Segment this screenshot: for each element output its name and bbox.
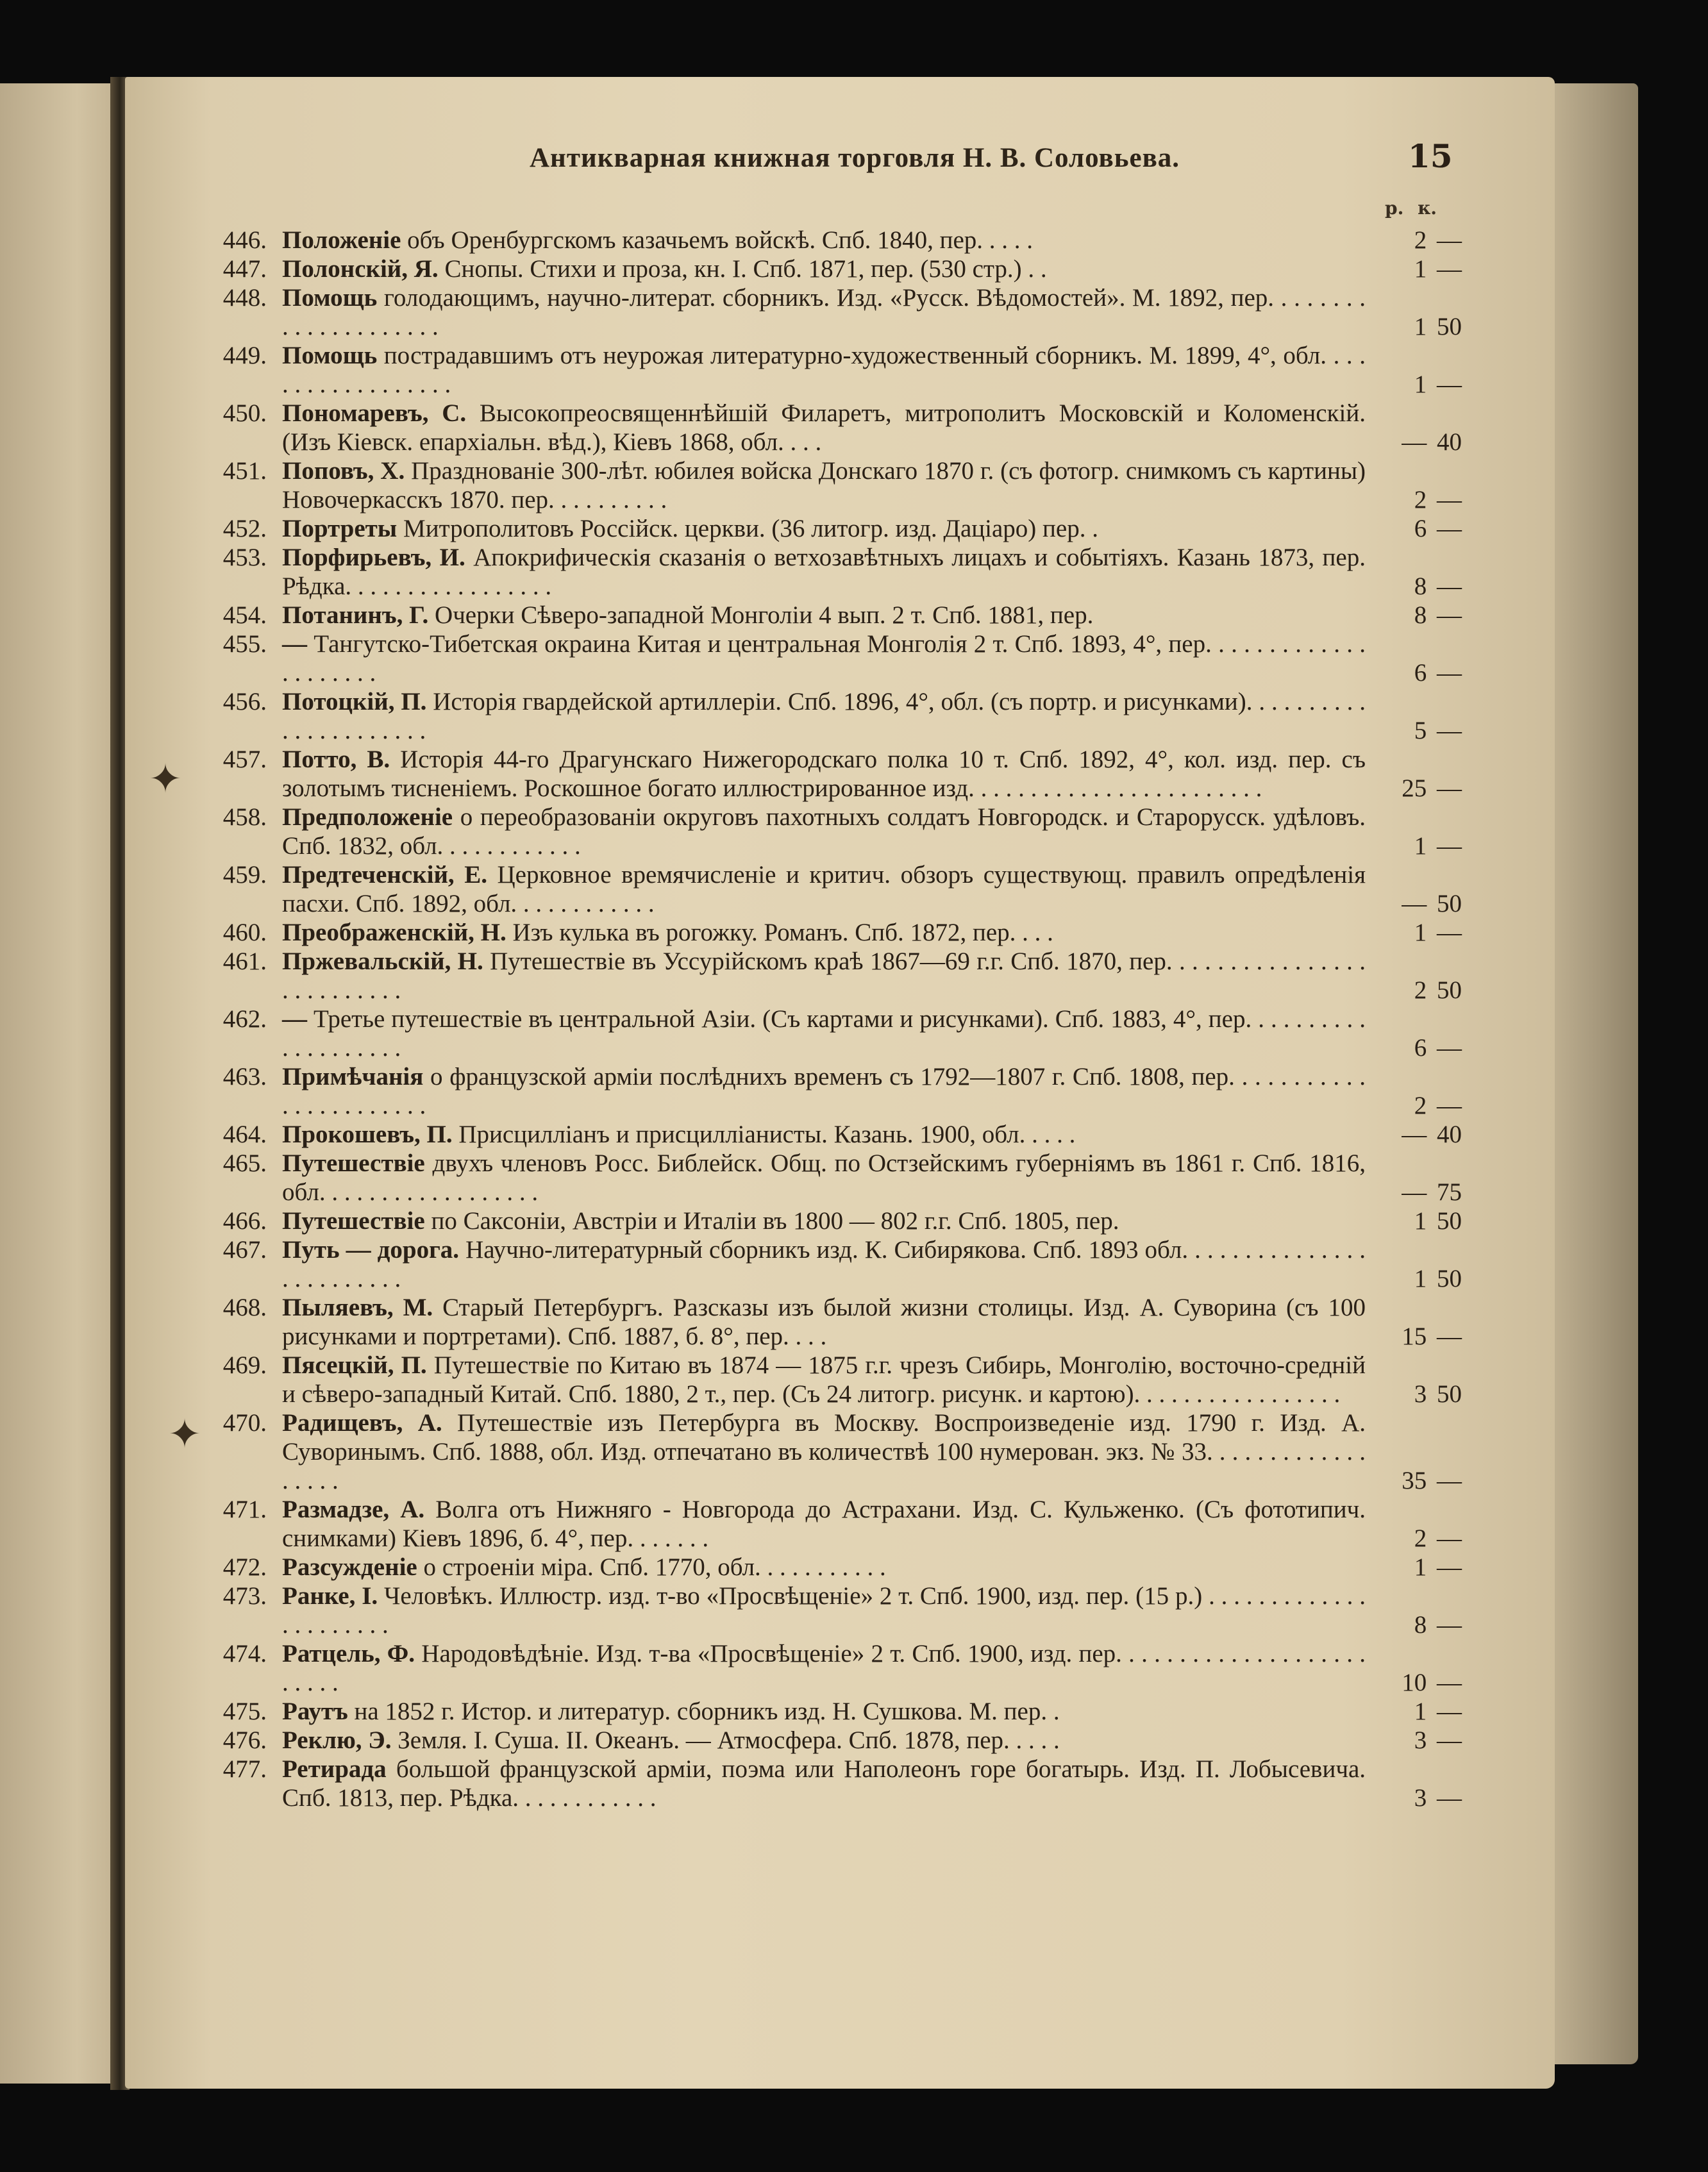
entry-number: 474.	[222, 1640, 267, 1667]
entry-text	[282, 1062, 1366, 1120]
entry-number: 458.	[222, 803, 267, 831]
entry-text	[282, 1582, 1366, 1639]
entry-description: Присцилліанъ и присцилліанисты. Казань. 1900, обл. . . . .	[458, 1121, 1076, 1148]
catalog-entry	[222, 1697, 1462, 1726]
entry-description: Путешествіе въ Уссурійскомъ краѣ 1867—69 г.г. Спб. 1870, пер. . . . . . . . . . . . . . . . . . . . . . . . . .	[282, 948, 1366, 1004]
entry-number: 447.	[222, 255, 267, 283]
entry-description: Митрополитовъ Россійск. церкви. (36 литогр. изд. Даціаро) пер. .	[403, 515, 1098, 542]
entry-description: Старый Петербургъ. Разсказы изъ былой жизни столицы. Изд. А. Суворина (съ 100 рисунками и портретами). Спб. 1887, б. 8°, пер. . . .	[282, 1294, 1366, 1350]
catalog-entry	[222, 601, 1462, 630]
entry-number: 448.	[222, 284, 267, 312]
entry-text	[282, 399, 1366, 456]
entry-price: 3 —	[1414, 1726, 1462, 1754]
catalog-entry	[222, 1120, 1462, 1149]
entry-author: Помощь	[282, 342, 378, 369]
entry-price: 6 —	[1414, 659, 1462, 687]
entry-author: Положеніе	[282, 226, 401, 254]
entry-text	[282, 1495, 1366, 1553]
catalog-entry	[222, 1495, 1462, 1553]
entry-price: 2 —	[1414, 226, 1462, 254]
entry-text	[282, 1553, 1366, 1582]
entry-author: Пржевальскій, Н.	[282, 948, 483, 975]
entry-description: объ Оренбургскомъ казачьемъ войскѣ. Спб. 1840, пер. . . . .	[407, 226, 1034, 254]
entry-description: Путешествіе изъ Петербурга въ Москву. Воспроизведеніе изд. 1790 г. Изд. А. Суворинымъ. Спб. 1888, обл. Изд. отпечатано въ количествѣ 100 нумерован. экз. № 33. . . . . . . . . . . . . . . . . .	[282, 1409, 1366, 1494]
page-edges	[1552, 83, 1638, 2064]
entry-price: 15 —	[1402, 1323, 1462, 1350]
catalog-entry	[222, 543, 1462, 601]
entry-number: 466.	[222, 1207, 267, 1235]
entry-number: 461.	[222, 948, 267, 975]
catalog-entry	[222, 1207, 1462, 1235]
catalog-entry	[222, 1235, 1462, 1293]
entry-price: 6 —	[1414, 1034, 1462, 1062]
entry-number: 475.	[222, 1698, 267, 1725]
entry-text	[282, 1120, 1366, 1149]
entry-number: 454.	[222, 601, 267, 629]
entry-number: 446.	[222, 226, 267, 254]
entry-description: пострадавшимъ отъ неурожая литературно-художественный сборникъ. М. 1899, 4°, обл. . . . . . . . . . . . . . . . . .	[282, 342, 1366, 398]
page-number: 15	[1408, 137, 1453, 175]
entry-description: Народовѣдѣніе. Изд. т-ва «Просвѣщеніе» 2 т. Спб. 1900, изд. пер. . . . . . . . . . . . . . . . . . . . . . . . .	[282, 1640, 1366, 1696]
entry-text	[282, 1755, 1366, 1812]
catalog-entry	[222, 255, 1462, 283]
entry-author: Порфирьевъ, И.	[282, 544, 465, 571]
entry-price: 1 —	[1414, 371, 1462, 398]
binding-hole-mark: ✦	[149, 755, 182, 802]
catalog-entry	[222, 226, 1462, 255]
entry-price: 1 50	[1414, 1265, 1462, 1292]
entry-text	[282, 1207, 1366, 1235]
entry-description: Тангутско-Тибетская окраина Китая и центральная Монголія 2 т. Спб. 1893, 4°, пер. . . . . . . . . . . . . . . . . . . . .	[282, 630, 1366, 687]
entry-description: Очерки Сѣверо-западной Монголіи 4 вып. 2 т. Спб. 1881, пер.	[435, 601, 1094, 629]
entry-price: 5 —	[1414, 717, 1462, 744]
entry-text	[282, 226, 1366, 255]
entry-price: 1 —	[1414, 832, 1462, 860]
entry-price: 2 —	[1414, 486, 1462, 514]
catalog-entry	[222, 745, 1462, 803]
catalog-entry	[222, 341, 1462, 399]
entry-number: 459.	[222, 861, 267, 889]
entry-description: большой французской арміи, поэма или Наполеонъ горе богатырь. Изд. П. Лобысевича. Спб. 1813, пер. Рѣдка. . . . . . . . . . . .	[282, 1755, 1366, 1812]
entry-text	[282, 1149, 1366, 1207]
entry-author: Разсужденіе	[282, 1553, 417, 1581]
catalog-entry	[222, 514, 1462, 543]
entry-text	[282, 1726, 1366, 1755]
entry-description: о французской арміи послѣднихъ временъ съ 1792—1807 г. Спб. 1808, пер. . . . . . . . . . . . . . . . . . . . . . .	[282, 1063, 1366, 1119]
entry-text	[282, 1005, 1366, 1062]
entry-author: Реклю, Э.	[282, 1726, 392, 1754]
entry-text	[282, 1351, 1366, 1408]
entry-text	[282, 687, 1366, 745]
entry-author: Путешествіе	[282, 1207, 425, 1235]
entry-price: — 75	[1402, 1178, 1462, 1206]
entry-description: Волга отъ Нижняго - Новгорода до Астрахани. Изд. С. Кульженко. (Съ фототипич. снимками) Кіевъ 1896, б. 4°, пер. . . . . . .	[282, 1496, 1366, 1552]
catalog-entry	[222, 1553, 1462, 1582]
catalog-entry	[222, 860, 1462, 918]
catalog-entry	[222, 1005, 1462, 1062]
entry-price: 1 —	[1414, 255, 1462, 283]
entry-price: 1 —	[1414, 1553, 1462, 1581]
entry-text	[282, 1293, 1366, 1351]
entry-description: Исторія 44-го Драгунскаго Нижегородскаго полка 10 т. Спб. 1892, 4°, кол. изд. пер. съ золотымъ тисненіемъ. Роскошное богато иллюстрированное изд. . . . . . . . . . . . . . . . . . . . . . . .	[282, 746, 1366, 802]
entry-number: 467.	[222, 1236, 267, 1264]
entry-number: 476.	[222, 1726, 267, 1754]
entry-description: Празднованіе 300-лѣт. юбилея войска Донскаго 1870 г. (съ фотогр. снимкомъ съ картины) Новочеркасскъ 1870. пер. . . . . . . . . .	[282, 457, 1366, 514]
entry-text	[282, 630, 1366, 687]
entry-text	[282, 255, 1366, 283]
entry-description: голодающимъ, научно-литерат. сборникъ. Изд. «Русск. Вѣдомостей». М. 1892, пер. . . . . . . . . . . . . . . . . . . . .	[282, 284, 1366, 340]
entry-author: Потоцкій, П.	[282, 688, 427, 715]
entry-description: Третье путешествіе въ центральной Азіи. (Съ картами и рисунками). Спб. 1883, 4°, пер. . . . . . . . . . . . . . . . . . . .	[282, 1005, 1366, 1062]
entry-number: 451.	[222, 457, 267, 485]
entry-author: Потанинъ, Г.	[282, 601, 429, 629]
entry-price: 8 —	[1414, 1611, 1462, 1639]
entry-text	[282, 947, 1366, 1005]
entry-author: Раутъ	[282, 1698, 348, 1725]
entry-author: Примѣчанія	[282, 1063, 424, 1090]
facing-page	[0, 83, 128, 2084]
entry-text	[282, 1408, 1366, 1495]
entry-description: Апокрифическія сказанія о ветхозавѣтныхъ лицахъ и событіяхъ. Казань 1873, пер. Рѣдка. . . . . . . . . . . . . . . . .	[282, 544, 1366, 600]
catalog-entry	[222, 1755, 1462, 1812]
catalog-entry	[222, 947, 1462, 1005]
entry-text	[282, 1697, 1366, 1726]
entry-author: Полонскій, Я.	[282, 255, 439, 283]
entry-price: — 40	[1402, 428, 1462, 456]
entry-number: 472.	[222, 1553, 267, 1581]
entry-number: 469.	[222, 1351, 267, 1379]
entry-author: Размадзе, А.	[282, 1496, 425, 1523]
catalog-entry	[222, 1582, 1462, 1639]
entry-author: Поповъ, Х.	[282, 457, 405, 485]
entry-number: 457.	[222, 746, 267, 773]
entry-author: Предтеченскій, Е.	[282, 861, 487, 889]
entry-number: 465.	[222, 1149, 267, 1177]
entry-price: — 40	[1402, 1121, 1462, 1148]
entry-number: 453.	[222, 544, 267, 571]
entry-number: 456.	[222, 688, 267, 715]
catalog-entry	[222, 399, 1462, 456]
catalog-entry	[222, 1293, 1462, 1351]
entry-number: 473.	[222, 1582, 267, 1610]
catalog-entry	[222, 283, 1462, 341]
entry-text	[282, 514, 1366, 543]
entry-number: 460.	[222, 919, 267, 946]
entry-author: Путешествіе	[282, 1149, 425, 1177]
entry-price: 3 50	[1414, 1380, 1462, 1408]
entry-author: Помощь	[282, 284, 378, 312]
catalog-entry	[222, 1726, 1462, 1755]
entry-price: 8 —	[1414, 601, 1462, 629]
entry-price: 3 —	[1414, 1784, 1462, 1812]
entry-description: Исторія гвардейской артиллеріи. Спб. 1896, 4°, обл. (съ портр. и рисунками). . . . . . . . . . . . . . . . . . . . . .	[282, 688, 1366, 744]
entry-number: 468.	[222, 1294, 267, 1321]
entry-number: 463.	[222, 1063, 267, 1090]
entry-description: Церковное времячисленіе и критич. обзоръ существующ. правилъ опредѣленія пасхи. Спб. 1892, обл. . . . . . . . . . . .	[282, 861, 1366, 917]
entry-price: 8 —	[1414, 572, 1462, 600]
entry-author: —	[282, 630, 307, 658]
entry-price: 1 —	[1414, 1698, 1462, 1725]
entry-text	[282, 1639, 1366, 1697]
entry-description: Земля. I. Суша. II. Океанъ. — Атмосфера. Спб. 1878, пер. . . . .	[398, 1726, 1060, 1754]
catalog-entry	[222, 1062, 1462, 1120]
entry-number: 450.	[222, 399, 267, 427]
entry-author: Радищевъ, А.	[282, 1409, 442, 1437]
entry-author: Ратцель, Ф.	[282, 1640, 415, 1667]
catalog-entry	[222, 1639, 1462, 1697]
entry-description: Изъ кулька въ рогожку. Романъ. Спб. 1872, пер. . . .	[512, 919, 1053, 946]
entry-description: о переобразованіи округовъ пахотныхъ солдатъ Новгородск. и Старорусск. удѣловъ. Спб. 1832, обл. . . . . . . . . . . .	[282, 803, 1366, 860]
entry-price: 1 50	[1414, 1207, 1462, 1235]
entry-price: 35 —	[1402, 1467, 1462, 1494]
entry-description: двухъ членовъ Росс. Библейск. Общ. по Остзейскимъ губерніямъ въ 1861 г. Спб. 1816, обл. . . . . . . . . . . . . . . . . .	[282, 1149, 1366, 1206]
entry-number: 449.	[222, 342, 267, 369]
entry-text	[282, 860, 1366, 918]
entry-author: Прокошевъ, П.	[282, 1121, 453, 1148]
entry-number: 470.	[222, 1409, 267, 1437]
entry-author: Ретирада	[282, 1755, 387, 1783]
entry-price: 2 —	[1414, 1092, 1462, 1119]
entry-text	[282, 803, 1366, 860]
entry-number: 455.	[222, 630, 267, 658]
entry-author: Пономаревъ, С.	[282, 399, 467, 427]
entry-price: 1 —	[1414, 919, 1462, 946]
price-column-header: р. к.	[1385, 197, 1437, 219]
entry-description: Высокопреосвященнѣйшій Филаретъ, митрополитъ Московскій и Коломенскій. (Изъ Кіевск. епархіальн. вѣд.), Кіевъ 1868, обл. . . .	[282, 399, 1366, 456]
catalog-entry	[222, 918, 1462, 947]
entry-description: Научно-литературный сборникъ изд. К. Сибирякова. Спб. 1893 обл. . . . . . . . . . . . . . . . . . . . . . . . .	[282, 1236, 1366, 1292]
entry-description: на 1852 г. Истор. и литератур. сборникъ изд. Н. Сушкова. М. пер. .	[354, 1698, 1060, 1725]
running-header: Антикварная книжная торговля Н. В. Соловьева.	[530, 143, 1180, 173]
entry-author: —	[282, 1005, 307, 1033]
entry-author: Ранке, I.	[282, 1582, 378, 1610]
catalog-entry	[222, 803, 1462, 860]
entry-text	[282, 601, 1366, 630]
entry-description: Человѣкъ. Иллюстр. изд. т-во «Просвѣщеніе» 2 т. Спб. 1900, изд. пер. (15 р.) . . . . . . . . . . . . . . . . . . . . . .	[282, 1582, 1366, 1639]
catalog-entry	[222, 1351, 1462, 1408]
entry-price: 1 50	[1414, 313, 1462, 340]
catalog-entry	[222, 1149, 1462, 1207]
catalog-entry	[222, 630, 1462, 687]
entry-price: — 50	[1402, 890, 1462, 917]
entry-number: 471.	[222, 1496, 267, 1523]
binding-hole-mark: ✦	[168, 1410, 201, 1457]
entry-number: 452.	[222, 515, 267, 542]
entry-text	[282, 745, 1366, 803]
entry-description: о строеніи міра. Спб. 1770, обл. . . . . . . . . . .	[423, 1553, 886, 1581]
entry-text	[282, 456, 1366, 514]
entry-author: Предположеніе	[282, 803, 453, 831]
entry-text	[282, 1235, 1366, 1293]
entry-price: 6 —	[1414, 515, 1462, 542]
entry-author: Пыляевъ, М.	[282, 1294, 433, 1321]
entry-description: Путешествіе по Китаю въ 1874 — 1875 г.г. чрезъ Сибирь, Монголію, восточно-средній и сѣверо-западный Китай. Спб. 1880, 2 т., пер. (Съ 24 литогр. рисунк. и картою). . . . . . . . . . . . . . . . .	[282, 1351, 1366, 1408]
entry-number: 464.	[222, 1121, 267, 1148]
entry-author: Путь — дорога.	[282, 1236, 460, 1264]
entry-author: Портреты	[282, 515, 398, 542]
entry-author: Потто, В.	[282, 746, 390, 773]
entry-text	[282, 918, 1366, 947]
entry-author: Преображенскій, Н.	[282, 919, 507, 946]
entry-number: 462.	[222, 1005, 267, 1033]
entry-description: по Саксоніи, Австріи и Италіи въ 1800 — 802 г.г. Спб. 1805, пер.	[431, 1207, 1119, 1235]
catalog-entry	[222, 687, 1462, 745]
entry-price: 25 —	[1402, 774, 1462, 802]
entry-price: 10 —	[1402, 1669, 1462, 1696]
entry-text	[282, 543, 1366, 601]
entry-text	[282, 341, 1366, 399]
catalog-entry	[222, 1408, 1462, 1495]
catalog-entry	[222, 456, 1462, 514]
entry-description: Снопы. Стихи и проза, кн. I. Спб. 1871, пер. (530 стр.) . .	[444, 255, 1047, 283]
entry-price: 2 50	[1414, 976, 1462, 1004]
entry-text	[282, 283, 1366, 341]
entry-author: Пясецкій, П.	[282, 1351, 427, 1379]
entry-price: 2 —	[1414, 1525, 1462, 1552]
catalog-entries	[222, 226, 1462, 1812]
entry-number: 477.	[222, 1755, 267, 1783]
